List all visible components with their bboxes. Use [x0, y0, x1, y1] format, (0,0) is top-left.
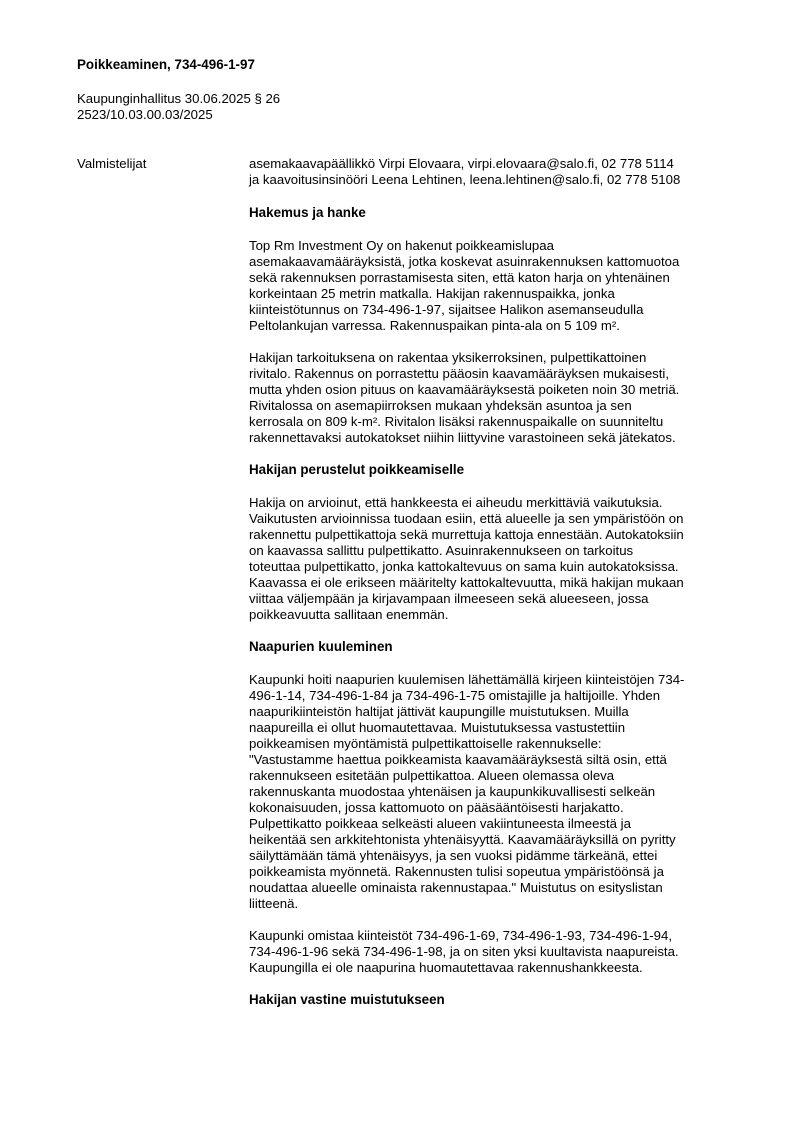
paragraph-line: rakennuskanta muodostaa yhtenäisen ja kaupunkikuvallisesti selkeän [249, 784, 656, 799]
paragraph-line: rakennettu pulpettikattoja sekä murrettuja kattoja ennestään. Autokatoksiin [249, 527, 684, 542]
paragraph-line: kokonaisuuden, jossa kattomuoto on pääsääntöisesti harjakatto. [249, 800, 624, 815]
paragraph-line: viittaa väljempään ja kirjavampaan ilmeeseen sekä alueeseen, jossa [249, 591, 649, 606]
paragraph-line: Kaupunki omistaa kiinteistöt 734-496-1-69, 734-496-1-93, 734-496-1-94, [249, 928, 672, 943]
preparer-line: asemakaavapäällikkö Virpi Elovaara, virpi.elovaara@salo.fi, 02 778 5114 [249, 156, 674, 171]
paragraph [249, 350, 749, 446]
preparer-line: ja kaavoitusinsinööri Leena Lehtinen, leena.lehtinen@salo.fi, 02 778 5108 [249, 172, 681, 187]
paragraph-line: säilyttämään tämä yhtenäisyys, ja sen vuoksi pidämme tärkeänä, ettei [249, 848, 658, 863]
paragraph-line: poikkeamista myönnetä. Rakennusten tulisi sopeutua ympäristöönsä ja [249, 864, 664, 879]
preparers-label: Valmistelijat [77, 156, 147, 171]
paragraph-line: heikentää sen arkkitehtonista yhtenäisyyttä. Kaavamääräyksillä on pyritty [249, 832, 676, 847]
paragraph [249, 495, 749, 623]
section-heading: Naapurien kuuleminen [249, 639, 393, 654]
paragraph-line: noudattaa alueelle ominaista rakennustapaa." Muistutus on esityslistan [249, 880, 663, 895]
document-meta [77, 91, 280, 123]
paragraph [249, 238, 749, 334]
paragraph-line: Vaikutusten arvioinnissa tuodaan esiin, että alueelle ja sen ympäristöön on [249, 511, 684, 526]
paragraph-line: naapureilla ei ollut huomautettavaa. Muistutuksessa vastustettiin [249, 720, 626, 735]
document-title: Poikkeaminen, 734-496-1-97 [77, 57, 255, 72]
paragraph-line: Hakija on arvioinut, että hankkeesta ei aiheudu merkittäviä vaikutuksia. [249, 495, 663, 510]
paragraph-line: Peltolankujan varressa. Rakennuspaikan pinta-ala on 5 109 m². [249, 318, 620, 333]
paragraph [249, 928, 749, 976]
paragraph-line: Hakijan tarkoituksena on rakentaa yksikerroksinen, pulpettikattoinen [249, 350, 647, 365]
paragraph-line: rivitalo. Rakennus on porrastettu pääosin kaavamääräyksen mukaisesti, [249, 366, 670, 381]
paragraph-line: rakennukseen esitetään pulpettikattoa. Alueen olemassa oleva [249, 768, 615, 783]
meeting-reference: Kaupunginhallitus 30.06.2025 § 26 [77, 91, 281, 106]
paragraph [249, 672, 749, 912]
document-body [249, 156, 749, 1008]
paragraph-line: 734-496-1-96 sekä 734-496-1-98, ja on siten yksi kuultavista naapureista. [249, 944, 679, 959]
paragraph-line: Kaupungilla ei ole naapurina huomautettavaa rakennushankkeesta. [249, 960, 643, 975]
paragraph-line: Pulpettikatto poikkeaa selkeästi alueen vakiintuneesta ilmeestä ja [249, 816, 631, 831]
paragraph-line: Top Rm Investment Oy on hakenut poikkeamislupaa [249, 238, 554, 253]
paragraph-line: kerrosala on 809 k-m². Rivitalon lisäksi rakennuspaikalle on suunniteltu [249, 414, 664, 429]
paragraph-line: mutta yhden osion pituus on kaavamääräyksestä poiketen noin 30 metriä. [249, 382, 680, 397]
paragraph-line: toteuttaa pulpettikatto, jonka kattokaltevuus on sama kuin autokatoksissa. [249, 559, 679, 574]
paragraph-line: rakennettavaksi autokatokset niihin liittyvine varastoineen sekä jätekatos. [249, 430, 676, 445]
paragraph-line: Kaavassa ei ole erikseen määritelty kattokaltevuutta, mikä hakijan mukaan [249, 575, 684, 590]
section-heading: Hakijan perustelut poikkeamiselle [249, 462, 465, 477]
paragraph-line: liitteenä. [249, 896, 299, 911]
paragraph-line: kiinteistötunnus on 734-496-1-97, sijaitsee Halikon asemanseudulla [249, 302, 644, 317]
paragraph-line: asemakaavamääräyksistä, jotka koskevat asuinrakennuksen kattomuotoa [249, 254, 680, 269]
paragraph-line: sekä rakennuksen porrastamisesta siten, että katon harja on yhtenäinen [249, 270, 670, 285]
paragraph-line: on kaavassa sallittu pulpettikatto. Asuinrakennukseen on tarkoitus [249, 543, 634, 558]
section-heading: Hakemus ja hanke [249, 205, 366, 220]
paragraph-line: Kaupunki hoiti naapurien kuulemisen lähettämällä kirjeen kiinteistöjen 734- [249, 672, 685, 687]
case-number: 2523/10.03.00.03/2025 [77, 107, 213, 122]
paragraph-line: Rivitalossa on asemapiirroksen mukaan yhdeksän asuntoa ja sen [249, 398, 632, 413]
section-heading: Hakijan vastine muistutukseen [249, 992, 445, 1007]
paragraph-line: poikkeavuutta sallitaan enemmän. [249, 607, 449, 622]
paragraph-line: "Vastustamme haettua poikkeamista kaavamääräyksestä siltä osin, että [249, 752, 667, 767]
paragraph-line: korkeintaan 25 metrin matkalla. Hakijan rakennuspaikka, jonka [249, 286, 615, 301]
paragraph-line: naapurikiinteistön haltijat jättivät kaupungille muistutuksen. Muilla [249, 704, 629, 719]
paragraph-line: poikkeamisen myöntämistä pulpettikattoiselle rakennukselle: [249, 736, 602, 751]
paragraph-line: 496-1-14, 734-496-1-84 ja 734-496-1-75 omistajille ja haltijoille. Yhden [249, 688, 661, 703]
